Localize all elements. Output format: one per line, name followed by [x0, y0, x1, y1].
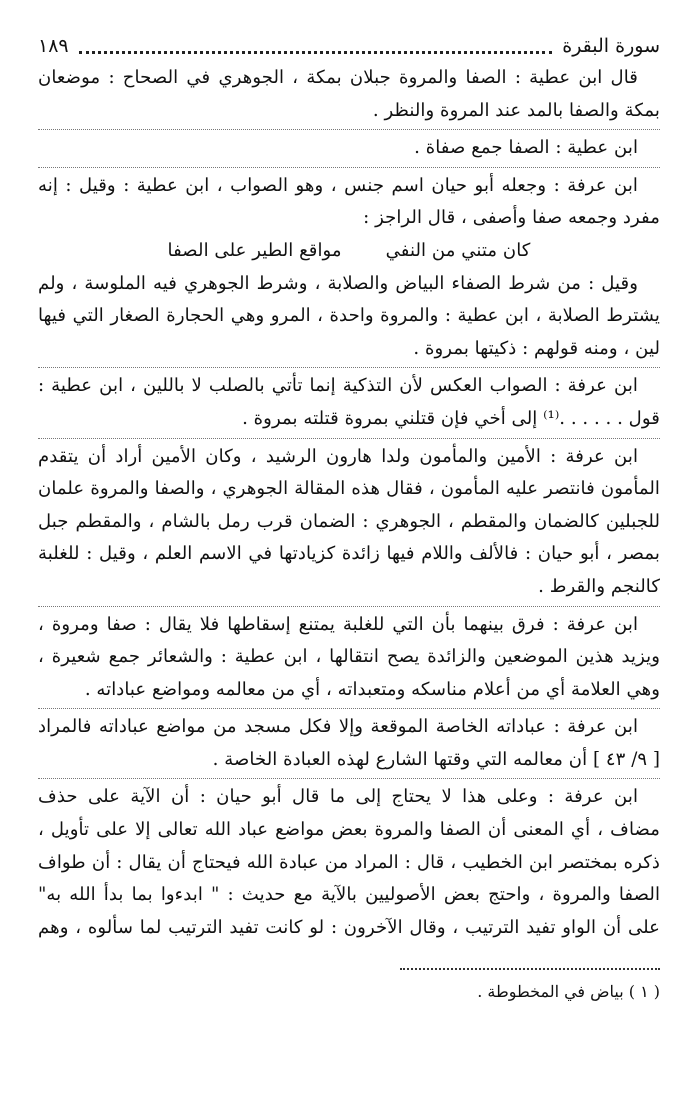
text-line: بمصر ، أبو حيان : فالألف واللام فيها زائدة كزيادتها في الاسم العلم ، وقيل : للغلبة	[38, 543, 660, 565]
text-line: قال ابن عطية : الصفا والمروة جبلان بمكة ، الجوهري في الصحاح : موضعان	[38, 67, 638, 88]
text-line: بمكة والصفا بالمد عند المروة والنظر .	[372, 99, 660, 121]
text-line: كالنجم والقرط .	[538, 575, 660, 597]
poetry-verse	[38, 235, 660, 268]
page-header	[38, 32, 660, 60]
text-line: ابن عرفة : وجعله أبو حيان اسم جنس ، وهو الصواب ، ابن عطية : وقيل : إنه	[38, 167, 660, 203]
text-line: وهي العلامة أي من أعلام مناسكه ومتعبداته ، أي من معالمه ومواضع عباداته .	[84, 678, 660, 700]
text-line: ابن عطية : الصفا جمع صفاة .	[38, 129, 660, 165]
text-line: [ ٩/ ٤٣ ] أن معالمه التي وقتها الشارع لهذه العبادة الخاصة .	[212, 748, 660, 770]
text-line: على أن الواو تفيد الترتيب ، وقال الآخرون : لو كانت تفيد الترتيب لما سألوه ، وهم	[38, 916, 660, 938]
text-line: ابن عرفة : الأمين والمأمون ولدا هارون الرشيد ، وكان الأمين أراد أن يتقدم	[38, 438, 660, 474]
text-line: المأمون فانتصر عليه المأمون ، فقال هذه المقالة الجوهري ، والصفا والمروة علمان	[38, 478, 660, 500]
text-line: ابن عرفة : عباداته الخاصة الموقعة وإلا فكل مسجد من مواضع عباداته فالمراد	[38, 708, 660, 744]
header-dotted-rule	[79, 39, 553, 54]
text-line: يشترط الصلابة ، ابن عطية : والمروة واحدة ، المرو وهي الحجارة الصغار التي فيها	[38, 305, 660, 327]
text-line: للجبلين كالضمان والمقطم ، الجوهري : الضمان قرب رمل بالشام ، والمقطم جبل	[38, 510, 660, 532]
text-line: وقيل : من شرط الصفاء البياض والصلابة ، وشرط الجوهري فيه الملوسة ، ولم	[38, 272, 638, 294]
text-line: مضاف ، أي المعنى أن الصفا والمروة بعض مواضع عباد الله تعالى إلا على تأويل ،	[38, 819, 660, 841]
text-line: قول . . . . . .⁽¹⁾ إلى أخي فإن قتلني بمروة قتلته بمروة .	[242, 407, 660, 429]
text-line: الصفا والمروة ، واحتج بعض الأصوليين بالآية مع حديث : " ابدءوا بما بدأ الله به"	[38, 884, 660, 906]
body-text	[38, 62, 660, 944]
text-line: ابن عرفة : الصواب العكس لأن التذكية إنما تأتي بالصلب لا باللين ، ابن عطية :	[38, 367, 660, 403]
text-line: ويزيد هذين الموضعين والزائدة يصح انتقالها ، ابن عطية : والشعائر جمع شعيرة ،	[38, 646, 660, 668]
text-line: لين ، ومنه قولهم : ذكيتها بمروة .	[413, 337, 660, 359]
text-line: ابن عرفة : وعلى هذا لا يحتاج إلى ما قال أبو حيان : أن الآية على حذف	[38, 778, 660, 814]
text-line: ابن عرفة : فرق بينهما بأن التي للغلبة يمتنع إسقاطها فلا يقال : صفا ومروة ،	[38, 606, 660, 642]
page-number: ١٨٩	[38, 35, 69, 57]
verse-hemistich-second: مواقع الطير على الصفا	[167, 239, 342, 261]
footnote: ( ١ ) بياض في المخطوطة .	[477, 982, 660, 1002]
text-line: ذكره بمختصر ابن الخطيب ، قال : المراد من عبادة الله فيحتاج أن يقال : أن طواف	[38, 851, 660, 873]
surah-title: سورة البقرة	[562, 35, 660, 57]
verse-hemistich-first: كان متني من النفي	[385, 239, 531, 261]
footnote-separator	[400, 968, 660, 970]
text-line: مفرد وجمعه صفا وأصفى ، قال الراجز :	[363, 207, 660, 229]
